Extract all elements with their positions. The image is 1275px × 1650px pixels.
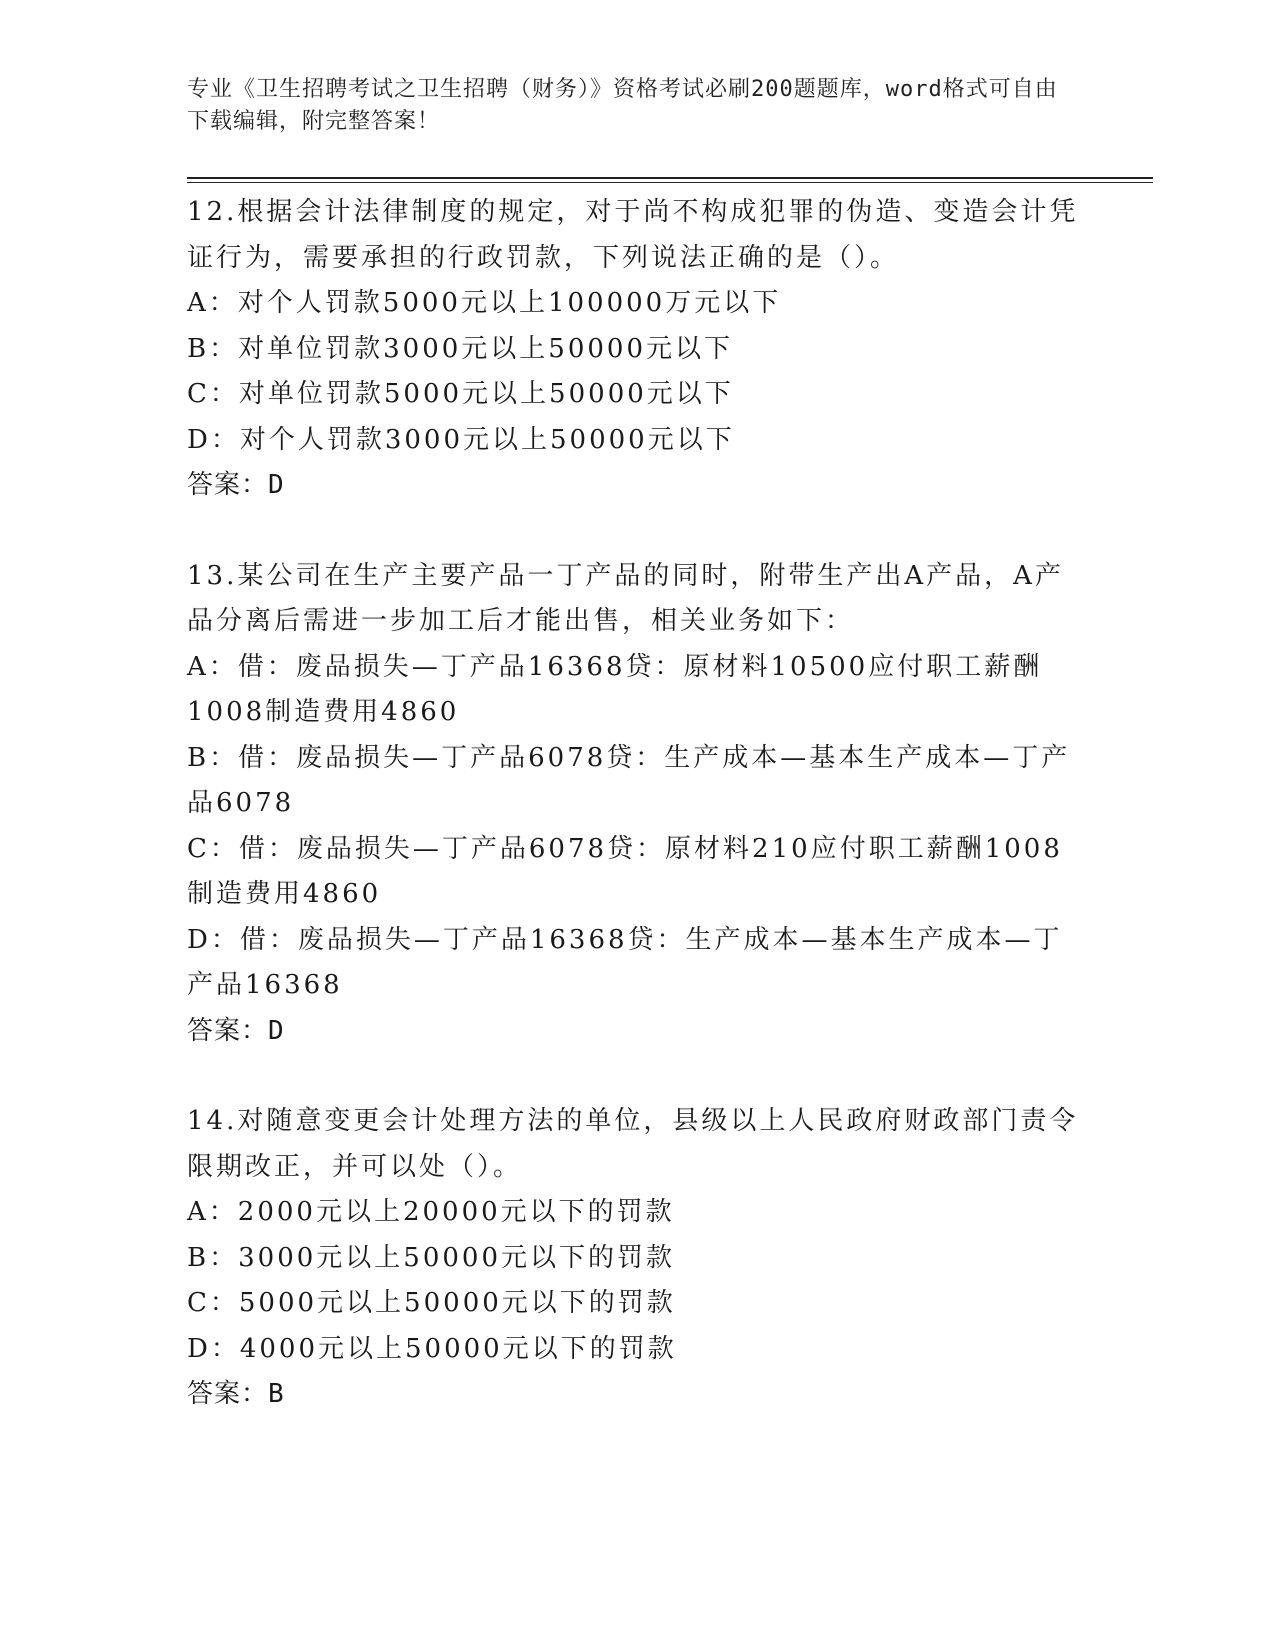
question-stem: 13.某公司在生产主要产品一丁产品的同时，附带生产出A产品，A产品分离后需进一步加工后才能出售，相关业务如下： — [187, 560, 1064, 636]
page-header: 专业《卫生招聘考试之卫生招聘（财务）》资格考试必刷200题题库，word格式可自由下载编辑，附完整答案！ — [187, 77, 1058, 134]
option-a: A：对个人罚款5000元以上100000万元以下 — [187, 288, 782, 318]
question-12 — [187, 190, 1087, 509]
question-stem: 12.根据会计法律制度的规定，对于尚不构成犯罪的伪造、变造会计凭证行为，需要承担的行政罚款，下列说法正确的是（）。 — [187, 197, 1079, 273]
option-a: A：借：废品损失—丁产品16368贷：原材料10500应付职工薪酬1008制造费用4860 — [187, 651, 1043, 727]
option-d: D：借：废品损失—丁产品16368贷：生产成本—基本生产成本—丁产品16368 — [187, 924, 1063, 1000]
option-b: B：3000元以上50000元以下的罚款 — [187, 1242, 675, 1273]
option-a: A：2000元以上20000元以下的罚款 — [187, 1197, 675, 1227]
option-d: D：4000元以上50000元以下的罚款 — [187, 1333, 677, 1364]
question-stem: 14.对随意变更会计处理方法的单位，县级以上人民政府财政部门责令限期改正，并可以处（）。 — [187, 1106, 1079, 1182]
question-14 — [187, 1099, 1087, 1418]
answer: 答案：D — [187, 470, 285, 500]
option-c: C：5000元以上50000元以下的罚款 — [187, 1288, 676, 1318]
option-c: C：借：废品损失—丁产品6078贷：原材料210应付职工薪酬1008制造费用4860 — [187, 833, 1063, 909]
answer: 答案：B — [187, 1379, 285, 1409]
question-list — [187, 190, 1087, 1418]
option-c: C：对单位罚款5000元以上50000元以下 — [187, 379, 734, 409]
option-b: B：借：废品损失—丁产品6078贷：生产成本—基本生产成本—丁产品6078 — [187, 742, 1071, 818]
option-d: D：对个人罚款3000元以上50000元以下 — [187, 424, 735, 455]
option-b: B：对单位罚款3000元以上50000元以下 — [187, 333, 733, 364]
question-13 — [187, 554, 1087, 1055]
header-rule — [187, 177, 1153, 183]
answer: 答案：D — [187, 1015, 285, 1046]
